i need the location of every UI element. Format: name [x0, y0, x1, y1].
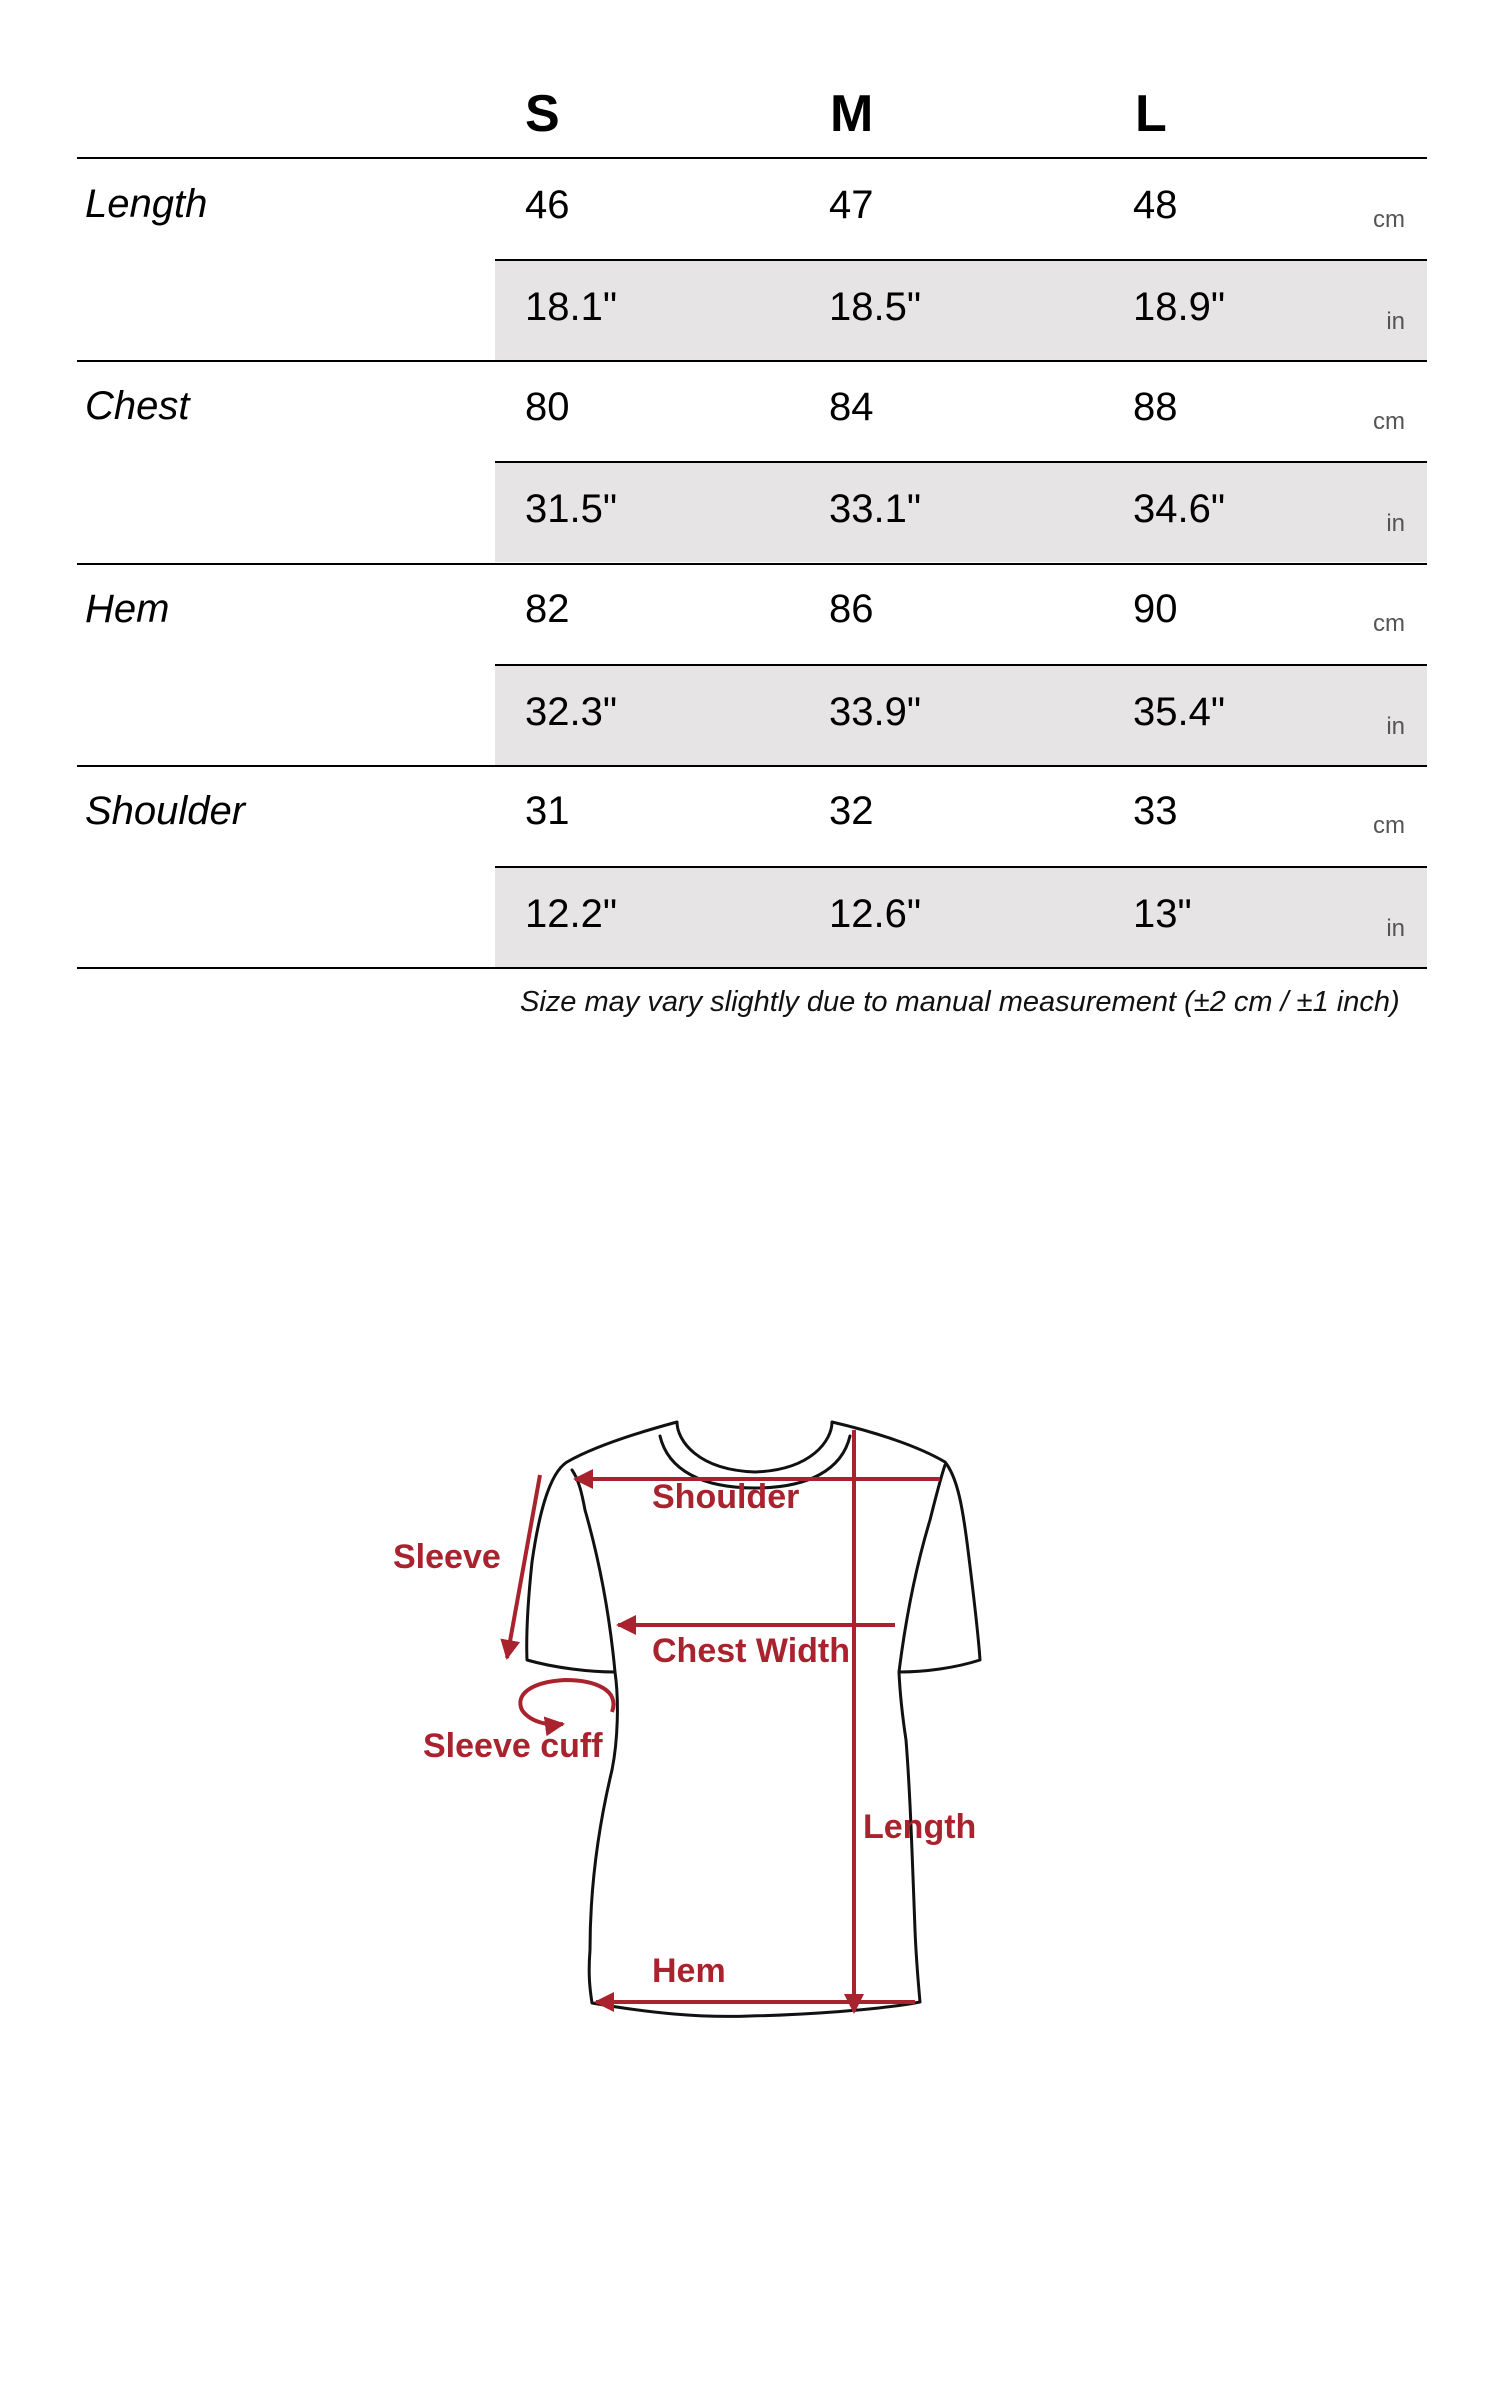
row-label-shoulder: Shoulder — [85, 789, 246, 833]
cell-hem-l-in: 35.4" — [1133, 690, 1226, 734]
unit-cm: cm — [1373, 408, 1405, 435]
inch-row-band — [495, 665, 1427, 765]
cell-shoulder-l-in: 13" — [1133, 892, 1192, 936]
cell-chest-s-in: 31.5" — [525, 487, 618, 531]
cell-shoulder-s-cm: 31 — [525, 789, 570, 833]
unit-in: in — [1386, 308, 1405, 335]
cell-length-s-cm: 46 — [525, 183, 570, 227]
row-label-chest: Chest — [85, 384, 190, 428]
sleeve-cuff-arrow — [520, 1680, 613, 1724]
cell-length-m-cm: 47 — [829, 183, 874, 227]
measurement-footnote: Size may vary slightly due to manual measurement (±2 cm / ±1 inch) — [520, 986, 1400, 1018]
unit-in: in — [1386, 713, 1405, 740]
cell-hem-m-in: 33.9" — [829, 690, 922, 734]
unit-in: in — [1386, 915, 1405, 942]
sleeve-arrow — [507, 1475, 540, 1658]
label-shoulder: Shoulder — [652, 1478, 800, 1516]
inch-row-band — [495, 462, 1427, 562]
cell-chest-m-cm: 84 — [829, 385, 874, 429]
table-subdivider — [495, 461, 1427, 463]
unit-cm: cm — [1373, 812, 1405, 839]
table-divider — [77, 765, 1427, 767]
label-hem: Hem — [652, 1952, 726, 1990]
unit-cm: cm — [1373, 610, 1405, 637]
cell-chest-l-in: 34.6" — [1133, 487, 1226, 531]
label-length: Length — [863, 1808, 977, 1846]
table-subdivider — [495, 866, 1427, 868]
cell-shoulder-s-in: 12.2" — [525, 892, 618, 936]
cell-chest-m-in: 33.1" — [829, 487, 922, 531]
table-subdivider — [495, 664, 1427, 666]
cell-hem-m-cm: 86 — [829, 587, 874, 631]
unit-in: in — [1386, 510, 1405, 537]
cell-shoulder-l-cm: 33 — [1133, 789, 1178, 833]
table-divider — [77, 967, 1427, 969]
cell-hem-s-cm: 82 — [525, 587, 570, 631]
cell-length-s-in: 18.1" — [525, 285, 618, 329]
cell-length-m-in: 18.5" — [829, 285, 922, 329]
size-header-s: S — [525, 85, 560, 143]
measurement-arrows — [507, 1430, 940, 2012]
table-divider — [77, 360, 1427, 362]
cell-chest-s-cm: 80 — [525, 385, 570, 429]
cell-shoulder-m-cm: 32 — [829, 789, 874, 833]
unit-cm: cm — [1373, 206, 1405, 233]
cell-length-l-in: 18.9" — [1133, 285, 1226, 329]
size-header-l: L — [1135, 85, 1167, 143]
cell-hem-l-cm: 90 — [1133, 587, 1178, 631]
cell-length-l-cm: 48 — [1133, 183, 1178, 227]
row-label-length: Length — [85, 182, 208, 226]
table-subdivider — [495, 259, 1427, 261]
cell-hem-s-in: 32.3" — [525, 690, 618, 734]
cell-chest-l-cm: 88 — [1133, 385, 1178, 429]
table-divider — [77, 563, 1427, 565]
label-sleeve-cuff: Sleeve cuff — [423, 1727, 603, 1765]
size-header-m: M — [830, 85, 874, 143]
inch-row-band — [495, 867, 1427, 967]
label-chest-width: Chest Width — [652, 1632, 851, 1670]
inch-row-band — [495, 260, 1427, 360]
table-divider — [77, 157, 1427, 159]
label-sleeve: Sleeve — [393, 1538, 501, 1576]
row-label-hem: Hem — [85, 587, 170, 631]
cell-shoulder-m-in: 12.6" — [829, 892, 922, 936]
